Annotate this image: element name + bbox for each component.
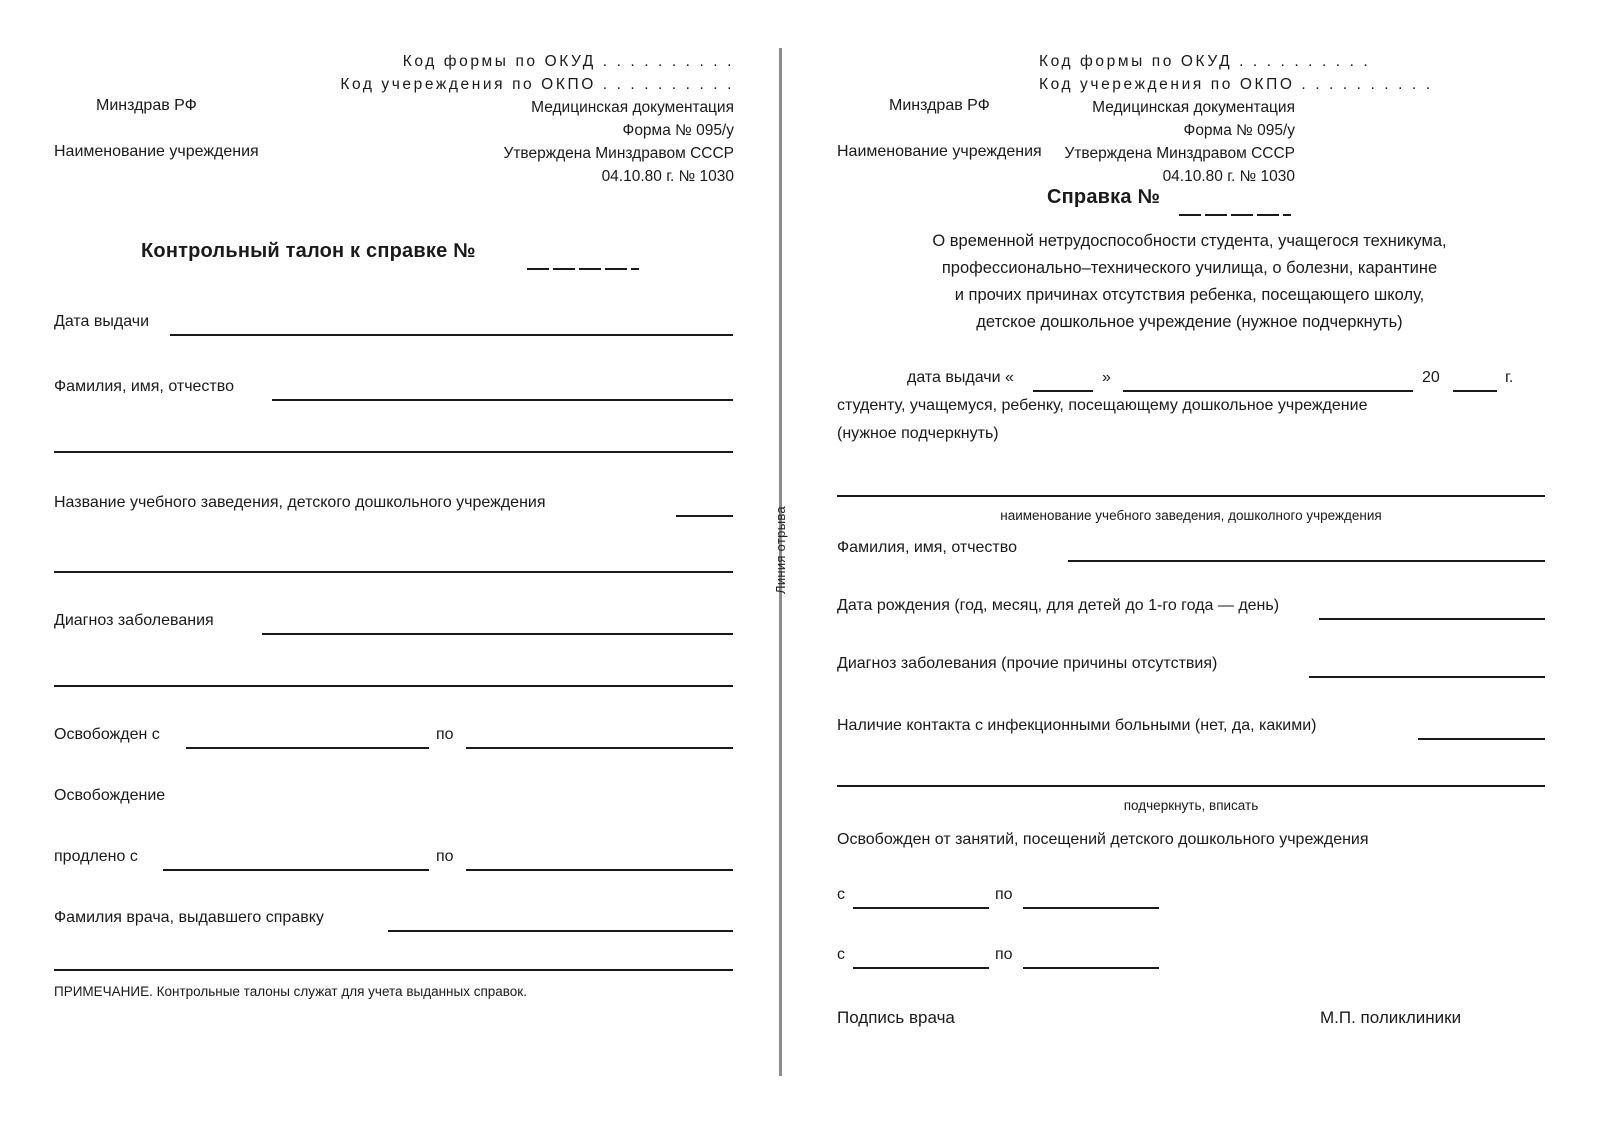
diagnosis-blank[interactable]	[1309, 676, 1545, 678]
institution-name-label: Наименование учреждения	[837, 143, 1042, 160]
issue-day-blank[interactable]	[1033, 390, 1093, 392]
approved-by-label: Утверждена Минздравом СССР	[503, 145, 734, 162]
note-text: ПРИМЕЧАНИЕ. Контрольные талоны служат для учета выданных справок.	[54, 984, 527, 999]
birth-date-label: Дата рождения (год, месяц, для детей до 1-го года — день)	[837, 597, 1280, 614]
full-name-blank-2[interactable]	[54, 451, 733, 453]
release-row1-from-blank[interactable]	[853, 907, 989, 909]
form-number-label: Форма № 095/у	[1183, 122, 1295, 139]
extended-from-label: продлено с	[54, 848, 138, 865]
tear-line-label: Линия отрыва	[773, 506, 788, 594]
underline-caption: подчеркнуть, вписать	[1123, 798, 1259, 813]
release-row1-from-label: с	[837, 886, 845, 903]
doctor-name-blank[interactable]	[388, 930, 733, 932]
extended-from-blank[interactable]	[163, 869, 429, 871]
institution-name-label: Наименование учреждения	[54, 143, 259, 160]
institution-caption: наименование учебного заведения, дошколного учреждения	[1000, 508, 1382, 523]
approval-date-label: 04.10.80 г. № 1030	[1162, 168, 1295, 185]
full-name-blank[interactable]	[1068, 560, 1545, 562]
approved-by-label: Утверждена Минздравом СССР	[1064, 145, 1295, 162]
release-row2-from-label: с	[837, 946, 845, 963]
birth-date-blank[interactable]	[1319, 618, 1545, 620]
page-title: Контрольный талон к справке №	[141, 240, 476, 262]
issue-date-blank[interactable]	[170, 334, 733, 336]
issue-year-suffix: г.	[1505, 369, 1514, 386]
left-header-right-block	[240, 50, 734, 188]
institution-blank[interactable]	[837, 495, 1545, 497]
institution-title-blank-2[interactable]	[54, 571, 733, 573]
subtitle-line-2: профессионально–технического училища, о болезни, карантине	[941, 259, 1438, 277]
ministry-label: Минздрав РФ	[96, 97, 197, 114]
certificate-title: Справка №	[1047, 186, 1160, 208]
diagnosis-label: Диагноз заболевания (прочие причины отсутствия)	[837, 655, 1218, 672]
diagnosis-label: Диагноз заболевания	[54, 612, 214, 629]
released-to-blank[interactable]	[466, 747, 733, 749]
diagnosis-blank-2[interactable]	[54, 685, 733, 687]
certificate-number-blank[interactable]	[1179, 214, 1291, 216]
release-row2-from-blank[interactable]	[853, 967, 989, 969]
release-row2-to-blank[interactable]	[1023, 967, 1159, 969]
medical-documentation-label: Медицинская документация	[1092, 99, 1295, 116]
recipient-line-1: студенту, учащемуся, ребенку, посещающему дошкольное учреждение	[837, 397, 1368, 414]
released-label: Освобожден от занятий, посещений детского дошкольного учреждения	[837, 831, 1369, 848]
issue-year-blank[interactable]	[1453, 390, 1497, 392]
issue-date-close-quote: »	[1102, 369, 1111, 386]
release-word-label: Освобождение	[54, 787, 166, 804]
okpo-code-line: Код учереждения по ОКПО . . . . . . . . . .	[1039, 76, 1433, 93]
coupon-number-blank[interactable]	[527, 268, 639, 270]
okpo-code-line: Код учереждения по ОКПО . . . . . . . . . .	[340, 76, 734, 93]
release-row1-to-label: по	[995, 886, 1013, 903]
extended-to-label: по	[436, 848, 454, 865]
okud-code-line: Код формы по ОКУД . . . . . . . . . .	[402, 53, 734, 70]
doctor-name-label: Фамилия врача, выдавшего справку	[54, 909, 324, 926]
release-row1-to-blank[interactable]	[1023, 907, 1159, 909]
right-header-right-block	[1039, 50, 1433, 188]
okud-code-line: Код формы по ОКУД . . . . . . . . . .	[1039, 53, 1371, 70]
full-name-label: Фамилия, имя, отчество	[837, 539, 1017, 556]
recipient-line-2: (нужное подчеркнуть)	[837, 425, 999, 442]
diagnosis-blank-1[interactable]	[262, 633, 733, 635]
full-name-label: Фамилия, имя, отчество	[54, 378, 234, 395]
full-name-blank-1[interactable]	[272, 399, 733, 401]
issue-date-label: Дата выдачи	[54, 313, 150, 330]
certificate-subtitle	[779, 228, 1600, 336]
institution-title-label: Название учебного заведения, детского дошкольного учреждения	[54, 494, 546, 511]
released-to-label: по	[436, 726, 454, 743]
release-row2-to-label: по	[995, 946, 1013, 963]
clinic-stamp-label: М.П. поликлиники	[1320, 1008, 1462, 1027]
released-from-blank[interactable]	[186, 747, 429, 749]
certificate-panel	[779, 0, 1600, 1131]
medical-documentation-label: Медицинская документация	[531, 99, 734, 116]
contact-blank[interactable]	[1418, 738, 1545, 740]
issue-date-label: дата выдачи «	[907, 369, 1014, 386]
subtitle-line-1: О временной нетрудоспособности студента, учащегося техникума,	[932, 232, 1447, 250]
note-separator	[54, 969, 733, 971]
contact-label: Наличие контакта с инфекционными больными (нет, да, какими)	[837, 717, 1317, 734]
control-coupon-panel	[0, 0, 779, 1131]
issue-month-blank[interactable]	[1123, 390, 1413, 392]
extended-to-blank[interactable]	[466, 869, 733, 871]
released-from-label: Освобожден с	[54, 726, 160, 743]
form-number-label: Форма № 095/у	[622, 122, 734, 139]
subtitle-line-3: и прочих причинах отсутствия ребенка, посещающего школу,	[954, 286, 1425, 304]
doctor-signature-label: Подпись врача	[837, 1008, 955, 1027]
ministry-label: Минздрав РФ	[889, 97, 990, 114]
contact-blank-2[interactable]	[837, 785, 1545, 787]
subtitle-line-4: детское дошкольное учреждение (нужное подчеркнуть)	[976, 313, 1403, 331]
issue-year-prefix: 20	[1422, 369, 1440, 386]
approval-date-label: 04.10.80 г. № 1030	[601, 168, 734, 185]
institution-title-blank-1[interactable]	[676, 515, 733, 517]
